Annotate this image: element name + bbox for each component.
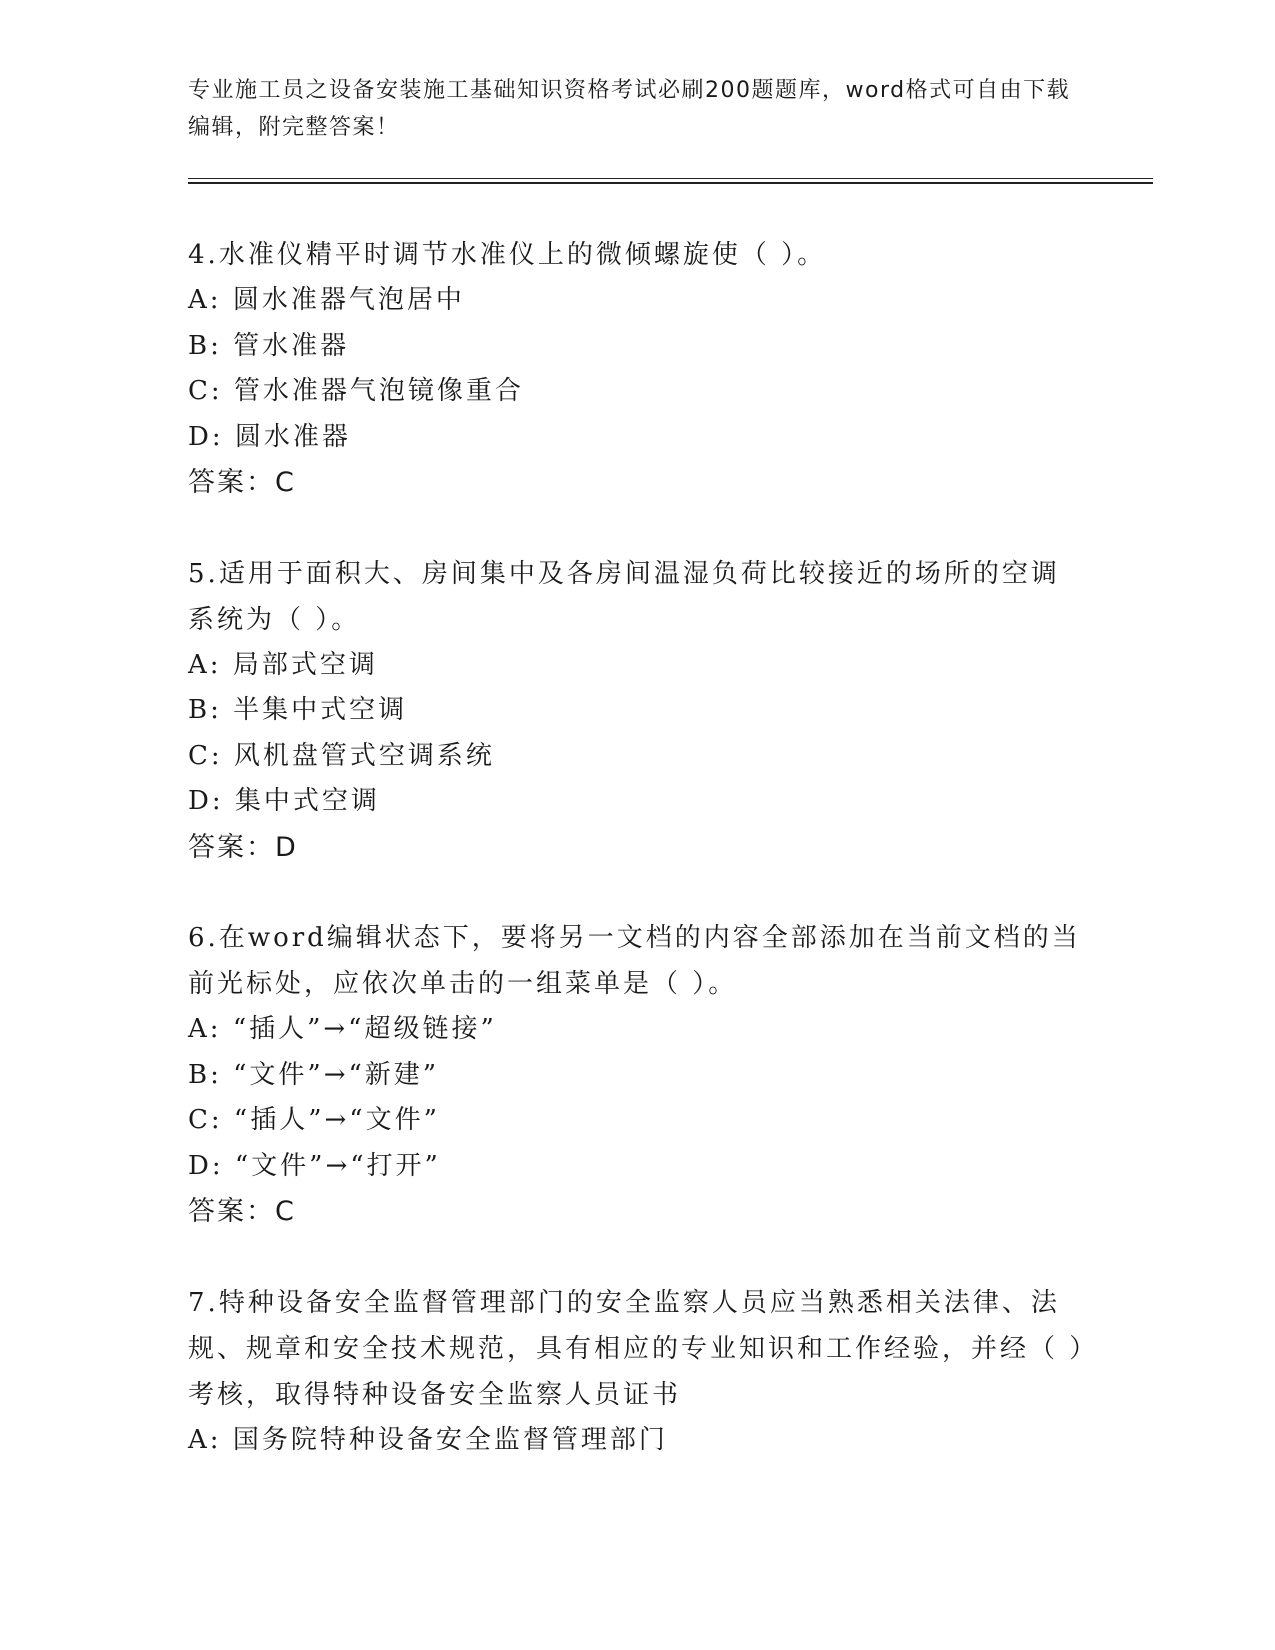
option-label: D: [188, 1150, 224, 1181]
option-text: 风机盘管式空调系统 [233, 740, 495, 771]
option-a [188, 1007, 1088, 1053]
option-c [188, 1098, 1088, 1144]
question-list [188, 232, 1088, 1508]
option-label: A: [188, 285, 222, 315]
question-number: 5. [188, 558, 219, 589]
header-divider-thin [188, 178, 1153, 179]
option-text: “文件”→“新建” [233, 1059, 440, 1090]
document-header: 专业施工员之设备安装施工基础知识资格考试必刷200题题库，word格式可自由下载编辑，附完整答案！ [188, 78, 1071, 140]
question-4 [188, 232, 1088, 506]
answer-value: D [275, 831, 298, 863]
question-text [188, 551, 1088, 643]
question-6 [188, 915, 1088, 1235]
option-text: 管水准器 [233, 330, 350, 361]
option-label: B: [188, 695, 222, 725]
option-label: B: [188, 1059, 222, 1090]
option-text: 圆水准器气泡居中 [232, 285, 465, 315]
option-text: 集中式空调 [234, 786, 380, 816]
option-a [188, 1418, 1088, 1464]
option-d [188, 415, 1088, 461]
option-text: 管水准器气泡镜像重合 [233, 376, 524, 406]
option-label: C: [188, 376, 223, 406]
option-text: “插人”→“超级链接” [232, 1014, 497, 1044]
option-b [188, 688, 1088, 734]
option-b [188, 1053, 1088, 1099]
answer-value: C [275, 1196, 296, 1227]
question-5 [188, 551, 1088, 871]
option-label: C: [188, 740, 223, 771]
answer-line [188, 460, 1088, 506]
option-text: 国务院特种设备安全监督管理部门 [232, 1424, 668, 1455]
question-stem: 适用于面积大、房间集中及各房间温湿负荷比较接近的场所的空调系统为（ ）。 [188, 558, 1060, 635]
option-d [188, 779, 1088, 825]
option-b [188, 324, 1088, 370]
option-text: “文件”→“打开” [234, 1150, 441, 1181]
option-text: “插人”→“文件” [233, 1105, 440, 1135]
question-number: 4. [188, 240, 219, 270]
option-label: D: [188, 421, 224, 452]
option-label: D: [188, 786, 224, 816]
question-text [188, 232, 1088, 278]
answer-value: C [275, 467, 296, 498]
option-text: 圆水准器 [234, 421, 351, 452]
question-stem: 特种设备安全监督管理部门的安全监察人员应当熟悉相关法律、法规、规章和安全技术规范，具有相应的专业知识和工作经验，并经（ ）考核，取得特种设备安全监察人员证书 [188, 1287, 1086, 1410]
option-label: A: [188, 1014, 222, 1044]
option-text: 半集中式空调 [233, 695, 408, 725]
option-a [188, 643, 1088, 689]
question-stem: 水准仪精平时调节水准仪上的微倾螺旋使（ ）。 [218, 240, 827, 270]
answer-label: 答案： [188, 1196, 275, 1227]
option-label: A: [188, 1424, 222, 1455]
question-number: 6. [188, 923, 219, 953]
question-7 [188, 1280, 1088, 1464]
answer-line [188, 1189, 1088, 1235]
option-d [188, 1144, 1088, 1190]
answer-line [188, 825, 1088, 871]
answer-label: 答案： [188, 467, 275, 498]
option-c [188, 734, 1088, 780]
option-label: C: [188, 1105, 223, 1135]
question-text [188, 915, 1088, 1007]
header-divider-thick [188, 182, 1153, 184]
question-number: 7. [188, 1287, 219, 1318]
question-stem: 在word编辑状态下，要将另一文档的内容全部添加在当前文档的当前光标处，应依次单击的一组菜单是（ ）。 [188, 923, 1081, 999]
option-a [188, 278, 1088, 324]
option-c [188, 369, 1088, 415]
question-text [188, 1280, 1088, 1418]
option-label: A: [188, 649, 222, 680]
answer-label: 答案： [188, 831, 275, 863]
option-label: B: [188, 330, 222, 361]
option-text: 局部式空调 [232, 649, 378, 680]
